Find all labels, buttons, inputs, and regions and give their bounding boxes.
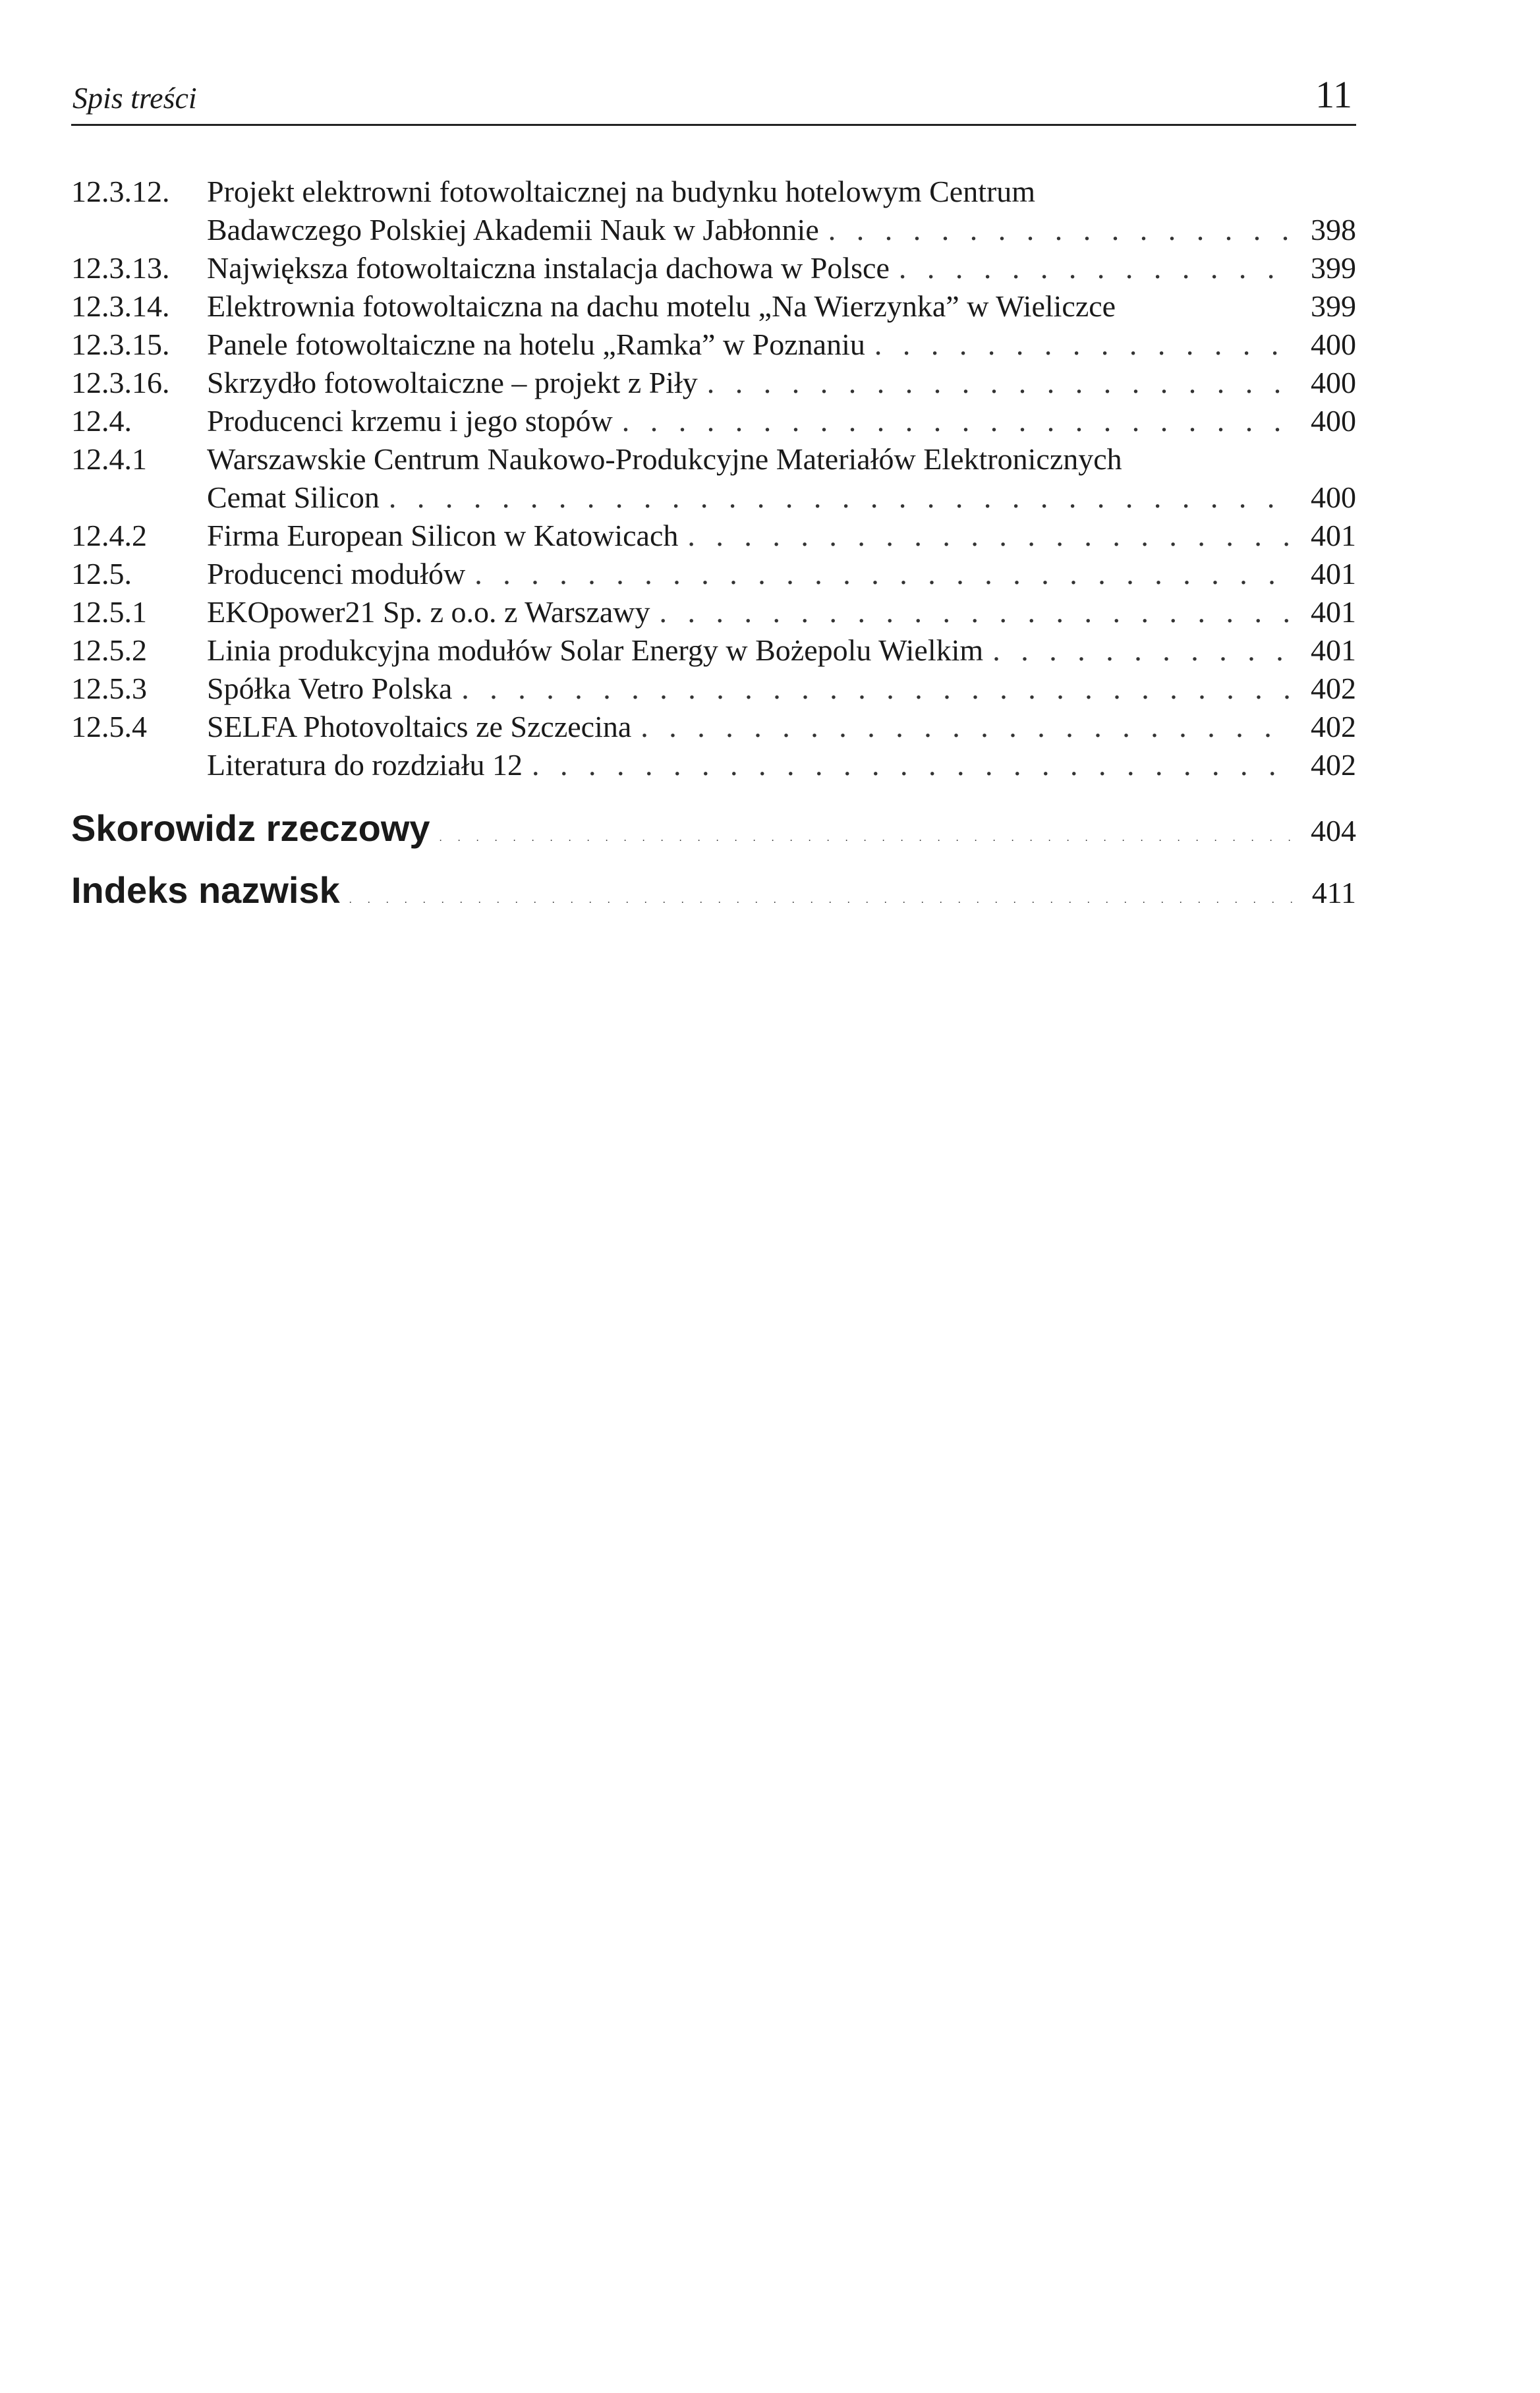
toc-major-title: Indeks nazwisk <box>71 869 340 911</box>
toc-entry-line <box>71 440 1356 478</box>
toc-entry <box>71 326 1356 364</box>
toc-entry <box>71 517 1356 555</box>
toc-entry <box>71 555 1356 593</box>
toc-entry-page: 401 <box>1311 519 1356 552</box>
toc-entry-number: 12.4. <box>71 404 132 438</box>
toc-entry <box>71 746 1356 784</box>
toc-entry-page: 400 <box>1311 480 1356 514</box>
toc-entry-page: 398 <box>1311 213 1356 246</box>
toc-entry <box>71 364 1356 402</box>
toc-entry-page: 399 <box>1311 251 1356 285</box>
toc-entry-number: 12.3.15. <box>71 328 170 361</box>
toc-major-page: 411 <box>1311 876 1356 909</box>
toc-entry-title: Literatura do rozdziału 12 <box>207 748 523 782</box>
toc-entry-page: 400 <box>1311 404 1356 438</box>
toc-entry-page: 402 <box>1311 672 1356 705</box>
dot-leader <box>992 631 1294 670</box>
toc-entry-title: Linia produkcyjna modułów Solar Energy w Bożepolu Wielkim <box>207 633 984 667</box>
toc-major-entry <box>71 797 1356 859</box>
toc-entry-line <box>71 211 1356 249</box>
toc-entry-number: 12.4.2 <box>71 519 147 552</box>
toc-entry-title: Warszawskie Centrum Naukowo-Produkcyjne Materiałów Elektronicznych <box>207 442 1122 476</box>
dot-leader <box>622 402 1294 440</box>
toc-entry-number: 12.3.12. <box>71 175 170 208</box>
toc-entry-page: 401 <box>1311 633 1356 667</box>
toc-entry-page: 399 <box>1311 289 1356 323</box>
toc-major-page: 404 <box>1311 814 1356 848</box>
toc-entry-number: 12.5.3 <box>71 672 147 705</box>
dot-leader <box>687 517 1294 555</box>
toc-entry-number: 12.3.13. <box>71 251 170 285</box>
running-title: Spis treści <box>72 81 197 115</box>
toc-entry-title: SELFA Photovoltaics ze Szczecina <box>207 710 632 743</box>
dot-leader <box>641 708 1294 746</box>
dot-leader <box>461 670 1294 708</box>
toc-entry-page: 401 <box>1311 557 1356 591</box>
toc-entry-number: 12.3.16. <box>71 366 170 399</box>
toc-major-title: Skorowidz rzeczowy <box>71 807 430 849</box>
toc-entry <box>71 402 1356 440</box>
toc-entry <box>71 287 1356 326</box>
toc-entry-page: 402 <box>1311 710 1356 743</box>
toc-entry-title: Producenci krzemu i jego stopów <box>207 404 613 438</box>
toc-entry-page: 400 <box>1311 328 1356 361</box>
toc-entry <box>71 670 1356 708</box>
dot-leader <box>707 364 1294 402</box>
toc-entry-title: Badawczego Polskiej Akademii Nauk w Jabłonnie <box>207 213 819 246</box>
toc-entry <box>71 249 1356 287</box>
toc-entry-line <box>71 478 1356 517</box>
dot-leader <box>828 211 1294 249</box>
toc-entry-title: EKOpower21 Sp. z o.o. z Warszawy <box>207 595 650 629</box>
toc-entry-number: 12.5.1 <box>71 595 147 629</box>
toc-entry-number: 12.3.14. <box>71 289 170 323</box>
toc-entry <box>71 593 1356 631</box>
dot-leader <box>660 593 1294 631</box>
toc-entry-page: 400 <box>1311 366 1356 399</box>
toc-major-entry <box>71 859 1356 921</box>
toc-entry-title: Największa fotowoltaiczna instalacja dachowa w Polsce <box>207 251 890 285</box>
dot-leader <box>389 478 1294 517</box>
toc-entry-line <box>71 173 1356 211</box>
toc-entry-title: Skrzydło fotowoltaiczne – projekt z Piły <box>207 366 698 399</box>
toc-entry-page: 402 <box>1311 748 1356 782</box>
running-header <box>71 71 1356 126</box>
toc-entry-title: Producenci modułów <box>207 557 466 591</box>
toc-entry <box>71 708 1356 746</box>
toc-entry-title: Cemat Silicon <box>207 480 380 514</box>
dot-leader <box>474 555 1294 593</box>
dot-leader <box>899 249 1294 287</box>
page-number: 11 <box>1315 73 1352 116</box>
dot-leader <box>874 326 1294 364</box>
toc-entry-number: 12.4.1 <box>71 442 147 476</box>
toc-entry-title: Firma European Silicon w Katowicach <box>207 519 679 552</box>
toc-entry-title: Projekt elektrowni fotowoltaicznej na budynku hotelowym Centrum <box>207 175 1036 208</box>
toc-entry-number: 12.5.2 <box>71 633 147 667</box>
toc-entry-number: 12.5.4 <box>71 710 147 743</box>
table-of-contents <box>71 173 1356 921</box>
toc-entry-number: 12.5. <box>71 557 132 591</box>
dot-leader <box>349 869 1294 931</box>
toc-entry-title: Panele fotowoltaiczne na hotelu „Ramka” w Poznaniu <box>207 328 865 361</box>
toc-entry <box>71 631 1356 670</box>
toc-entry-title: Spółka Vetro Polska <box>207 672 453 705</box>
toc-entry-title: Elektrownia fotowoltaiczna na dachu motelu „Na Wierzynka” w Wieliczce <box>207 289 1116 323</box>
toc-entry-page: 401 <box>1311 595 1356 629</box>
dot-leader <box>532 746 1294 784</box>
